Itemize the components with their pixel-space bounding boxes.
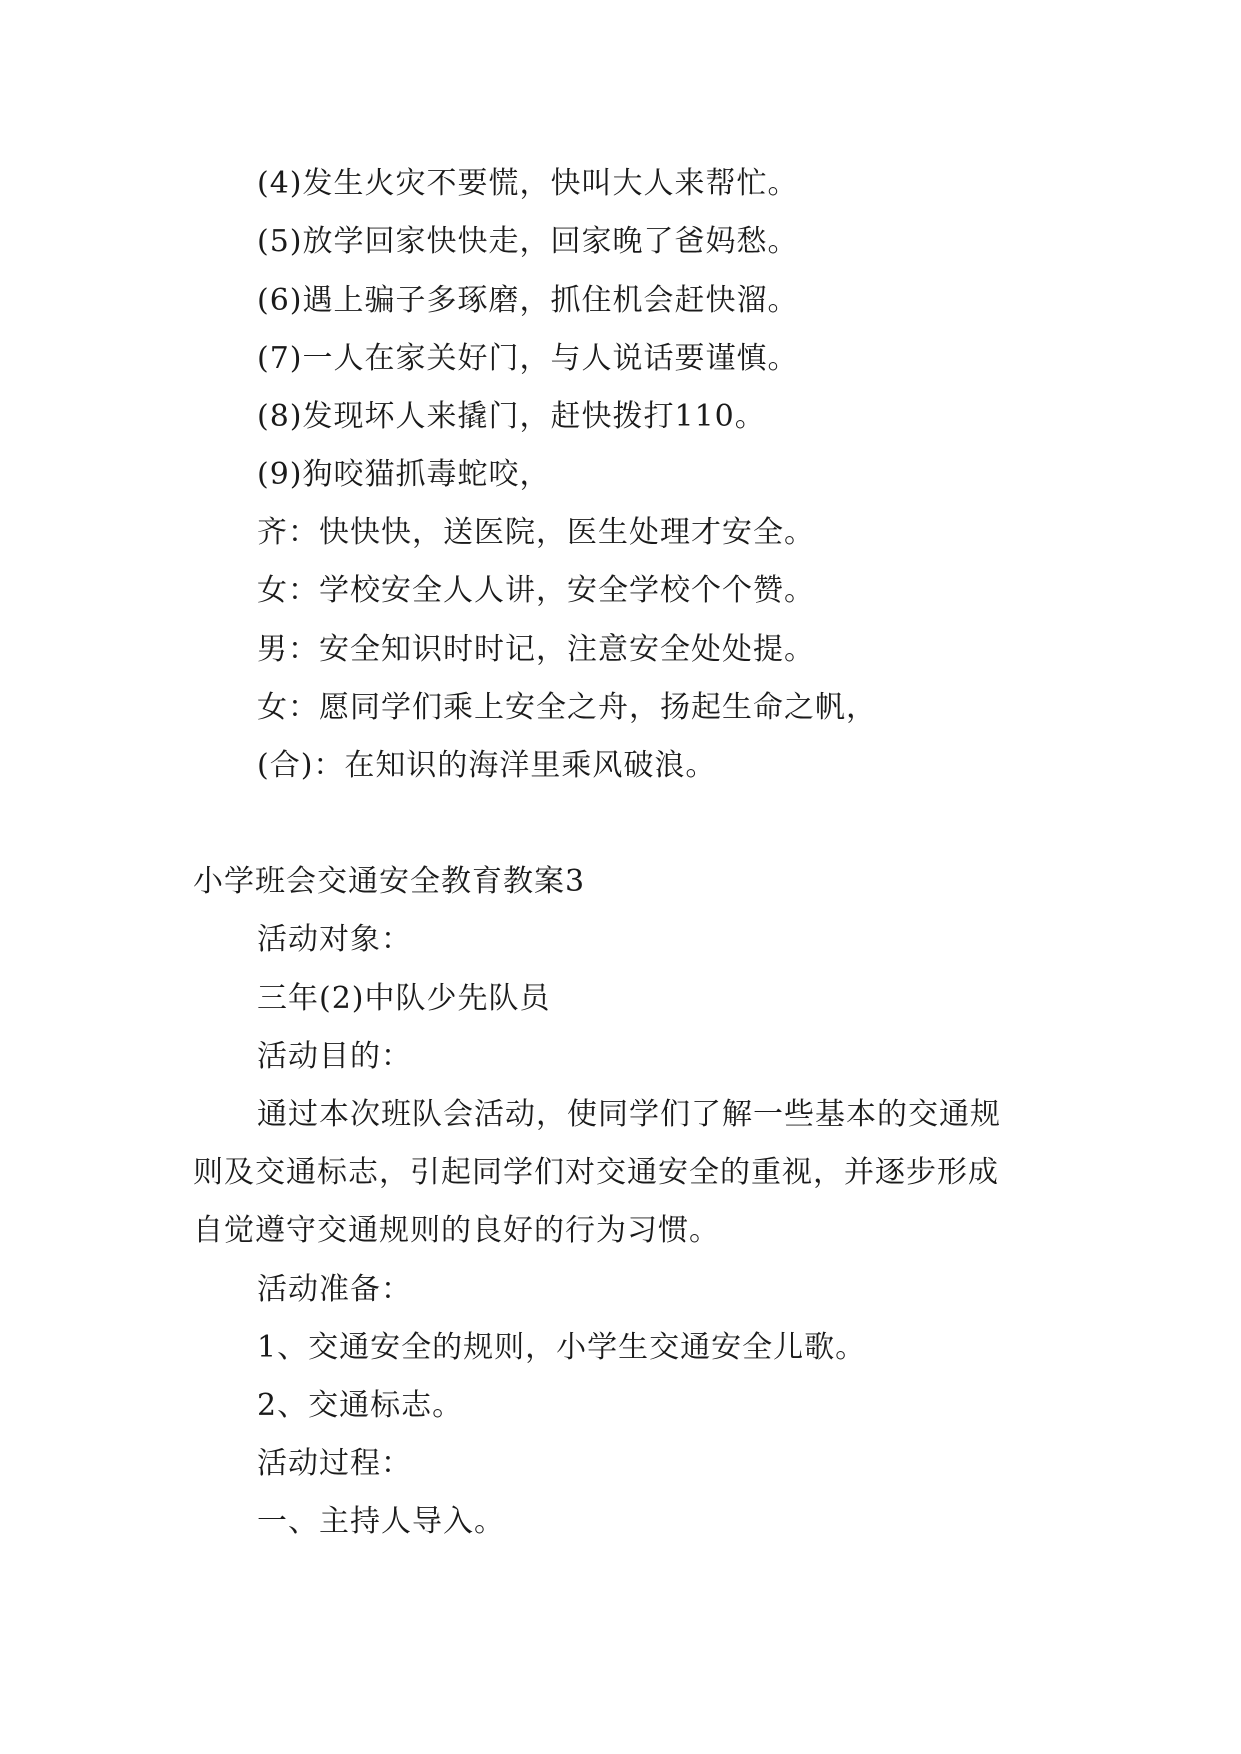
text-line: 齐：快快快，送医院，医生处理才安全。 [257,515,815,550]
paragraph-line: 则及交通标志，引起同学们对交通安全的重视，并逐步形成 [193,1155,999,1190]
text-line: (4)发生火灾不要慌，快叫大人来帮忙。 [257,166,799,201]
text-line: 活动目的： [257,1039,412,1074]
text-line: 三年(2)中队少先队员 [257,981,551,1016]
text-line: 1、交通安全的规则，小学生交通安全儿歌。 [257,1330,867,1365]
text-line: 2、交通标志。 [257,1388,464,1423]
text-line: 活动过程： [257,1446,412,1481]
paragraph-line: 通过本次班队会活动，使同学们了解一些基本的交通规 [257,1097,1001,1132]
text-line: 女：愿同学们乘上安全之舟，扬起生命之帆， [257,690,877,725]
text-line: 女：学校安全人人讲，安全学校个个赞。 [257,573,815,608]
text-line: (5)放学回家快快走，回家晚了爸妈愁。 [257,224,799,259]
text-line: (9)狗咬猫抓毒蛇咬， [257,457,551,492]
text-line: 男：安全知识时时记，注意安全处处提。 [257,632,815,667]
text-line: 活动准备： [257,1272,412,1307]
text-line: 一、主持人导入。 [257,1504,505,1539]
text-line: (合)：在知识的海洋里乘风破浪。 [257,748,717,783]
text-line: (6)遇上骗子多琢磨，抓住机会赶快溜。 [257,283,799,318]
text-line: (7)一人在家关好门，与人说话要谨慎。 [257,341,799,376]
text-line: (8)发现坏人来撬门，赶快拨打110。 [257,399,766,434]
section-title: 小学班会交通安全教育教案3 [193,864,586,899]
text-line: 活动对象： [257,922,412,957]
paragraph-line: 自觉遵守交通规则的良好的行为习惯。 [193,1213,720,1248]
